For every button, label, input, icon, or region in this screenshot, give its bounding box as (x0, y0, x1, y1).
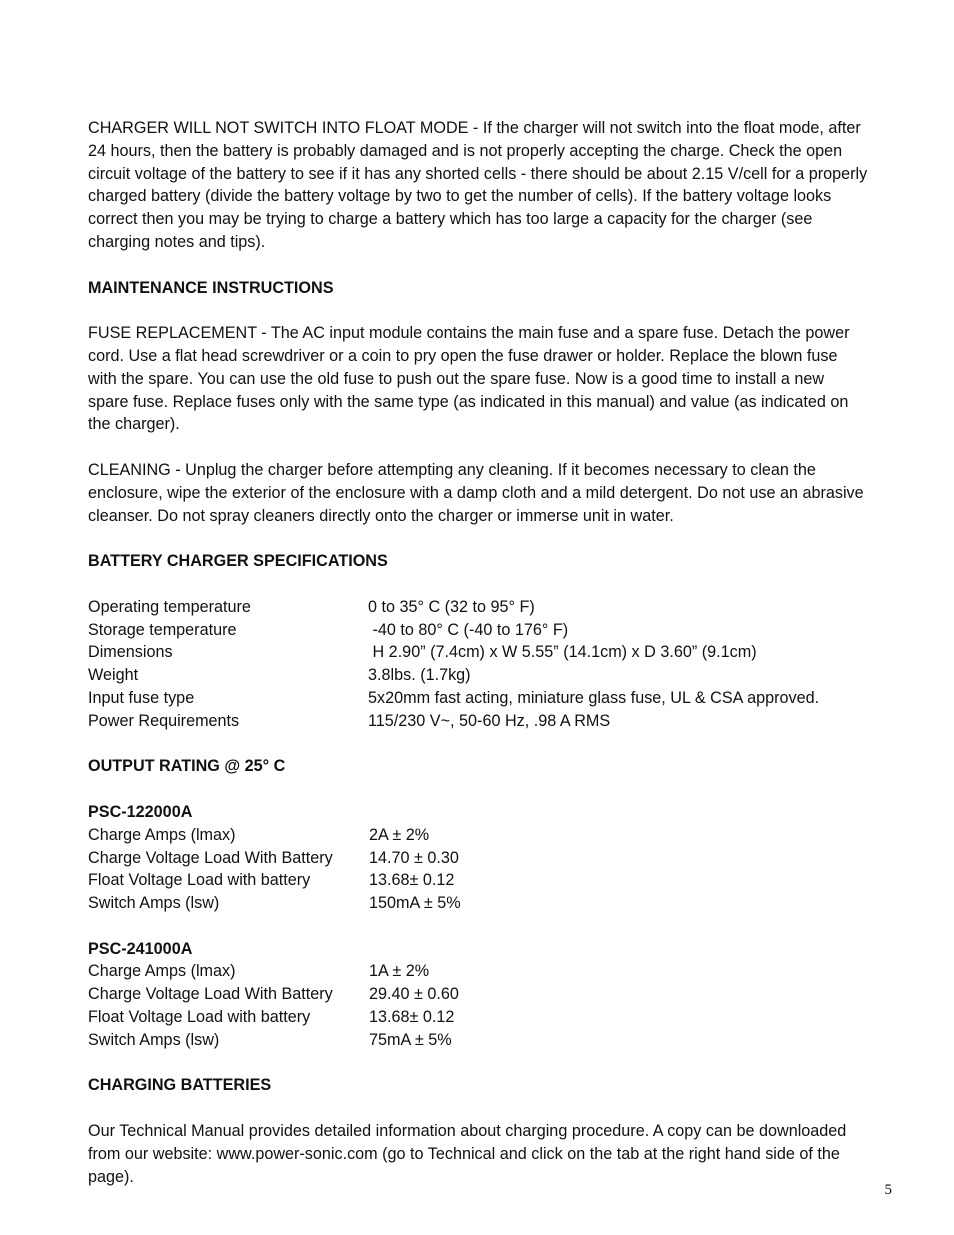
rating-value: 13.68± 0.12 (369, 871, 455, 890)
rating-label: Switch Amps (lsw) (88, 894, 220, 913)
spec-label: Dimensions (88, 643, 173, 662)
rating-value: 1A ± 2% (369, 962, 430, 981)
rating-value: 150mA ± 5% (369, 894, 461, 913)
spec-label: Storage temperature (88, 620, 237, 639)
float-mode-paragraph: CHARGER WILL NOT SWITCH INTO FLOAT MODE - If the charger will not switch into the float mode, after 24 hours, then the battery is probably damaged and is not properly accepting the charge. Check the open circuit voltage of the battery to see if it has any shorted cells - there should be about 2.15 V/cell for a properly charged battery (divide the battery voltage by two to get the number of cells). If the battery voltage looks correct then you may be trying to charge a battery which has too large a capacity for the charger (see charging notes and tips). (88, 119, 868, 251)
rating-row (88, 847, 868, 870)
spec-label: Input fuse type (88, 688, 195, 707)
rating-label: Charge Amps (lmax) (88, 825, 236, 844)
specifications-heading: BATTERY CHARGER SPECIFICATIONS (88, 552, 388, 571)
spec-value: 0 to 35° C (32 to 95° F) (368, 597, 535, 616)
spec-row (88, 596, 868, 619)
rating-label: Charge Amps (lmax) (88, 962, 236, 981)
document-page (88, 117, 868, 1188)
rating-row (88, 869, 868, 892)
rating-row (88, 824, 868, 847)
spec-value: 3.8lbs. (1.7kg) (368, 666, 471, 685)
model-name: PSC-122000A (88, 802, 193, 821)
fuse-replacement-paragraph: FUSE REPLACEMENT - The AC input module contains the main fuse and a spare fuse. Detach the power cord. Use a flat head screwdriver or a coin to pry open the fuse drawer or holder. Replace the blown fuse with the spare. You can use the old fuse to push out the spare fuse. Now is a good time to install a new spare fuse. Replace fuses only with the same type (as indicated in this manual) and value (as indicated on the charger). (88, 324, 850, 434)
rating-value: 29.40 ± 0.60 (369, 985, 459, 1004)
rating-label: Charge Voltage Load With Battery (88, 848, 333, 867)
output-rating-heading: OUTPUT RATING @ 25° C (88, 757, 286, 776)
rating-row (88, 892, 868, 915)
spec-label: Weight (88, 666, 139, 685)
rating-label: Charge Voltage Load With Battery (88, 985, 333, 1004)
rating-value: 75mA ± 5% (369, 1030, 452, 1049)
spec-row (88, 619, 868, 642)
spec-value: 5x20mm fast acting, miniature glass fuse, UL & CSA approved. (368, 688, 820, 707)
rating-value: 13.68± 0.12 (369, 1008, 455, 1027)
rating-row (88, 983, 868, 1006)
charging-paragraph: Our Technical Manual provides detailed information about charging procedure. A copy can be downloaded from our website: www.power-sonic.com (go to Technical and click on the tab at the right hand side of the page). (88, 1122, 847, 1186)
spec-label: Operating temperature (88, 597, 251, 616)
charging-heading: CHARGING BATTERIES (88, 1076, 272, 1095)
spec-row (88, 710, 868, 733)
model-name: PSC-241000A (88, 939, 193, 958)
spec-row (88, 687, 868, 710)
spec-row (88, 641, 868, 664)
rating-value: 2A ± 2% (369, 825, 430, 844)
rating-label: Float Voltage Load with battery (88, 1008, 311, 1027)
rating-value: 14.70 ± 0.30 (369, 848, 459, 867)
cleaning-paragraph: CLEANING - Unplug the charger before attempting any cleaning. If it becomes necessary to clean the enclosure, wipe the exterior of the enclosure with a damp cloth and a mild detergent. Do not use an abrasive cleanser. Do not spray cleaners directly onto the charger or immerse unit in water. (88, 460, 864, 525)
spec-row (88, 664, 868, 687)
rating-row (88, 1006, 868, 1029)
rating-label: Float Voltage Load with battery (88, 871, 311, 890)
rating-label: Switch Amps (lsw) (88, 1030, 220, 1049)
specifications-table (88, 596, 868, 733)
spec-label: Power Requirements (88, 711, 240, 730)
spec-value: 115/230 V~, 50-60 Hz, .98 A RMS (368, 711, 611, 730)
rating-row (88, 1029, 868, 1052)
maintenance-heading: MAINTENANCE INSTRUCTIONS (88, 278, 334, 297)
spec-value: -40 to 80° C (-40 to 176° F) (368, 620, 569, 639)
output-rating-table (88, 824, 868, 915)
output-rating-table (88, 960, 868, 1051)
page-number: 5 (884, 1182, 892, 1198)
spec-value: H 2.90” (7.4cm) x W 5.55” (14.1cm) x D 3.60” (9.1cm) (368, 643, 757, 662)
rating-row (88, 960, 868, 983)
